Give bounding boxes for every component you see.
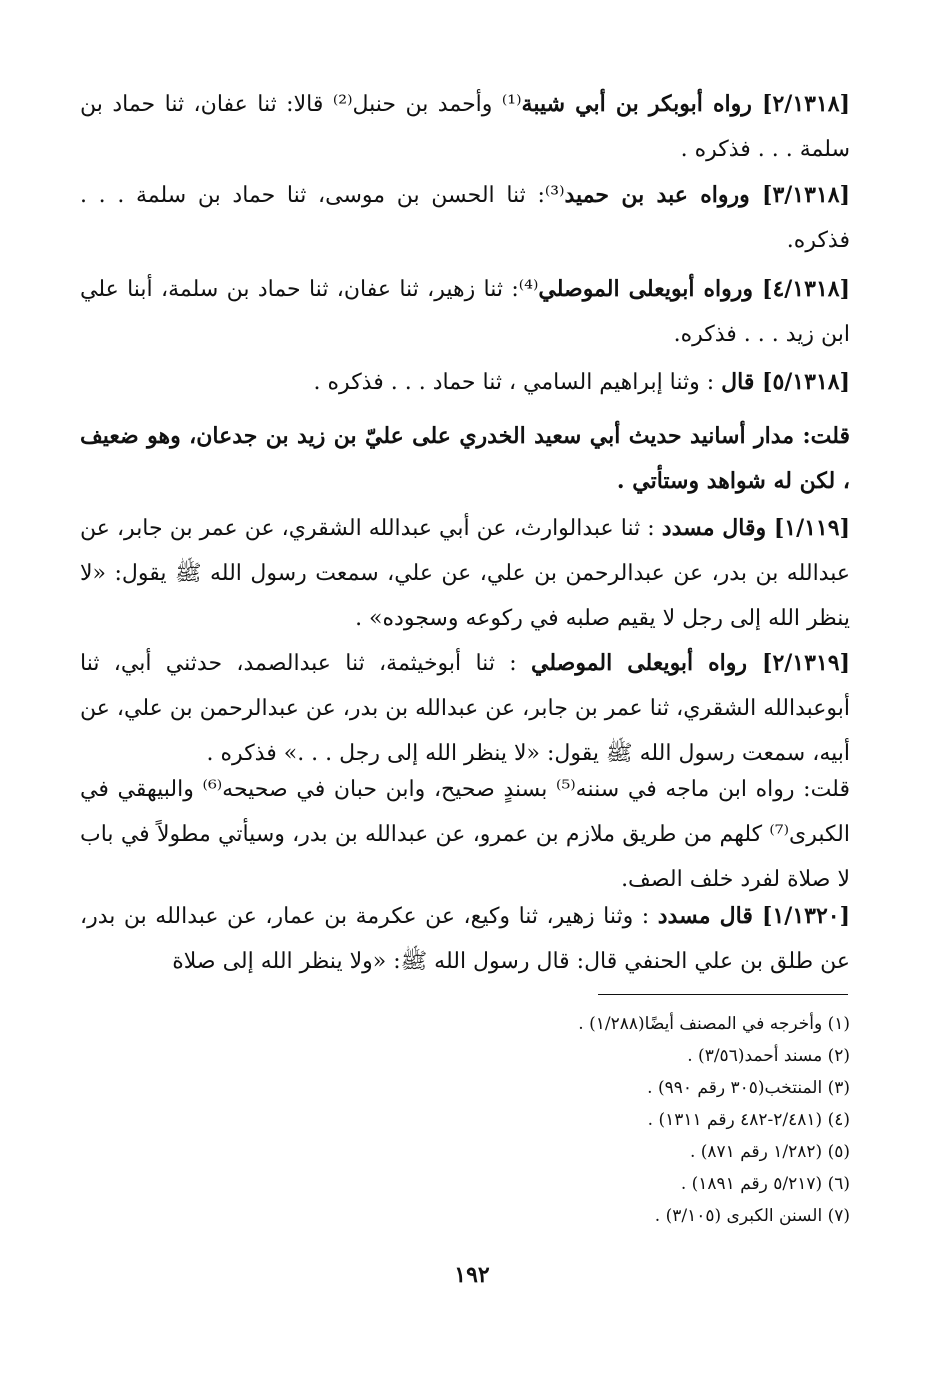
footnote-2: (٢) مسند أحمد(٣/٥٦) . bbox=[687, 1046, 850, 1066]
hadith-lead: [١/١١٩] وقال مسدد bbox=[661, 515, 850, 541]
hadith-lead: [٣/١٣١٨] ورواه عبد بن حميد bbox=[564, 182, 850, 208]
footnote-7: (٧) السنن الكبرى (٣/١٠٥) . bbox=[654, 1206, 850, 1226]
hadith-lead: [١/١٣٢٠] قال مسدد bbox=[657, 903, 851, 929]
paragraph-1318-2 bbox=[80, 82, 850, 172]
hadith-text: : ثنا أبوخيثمة، ثنا عبدالصمد، حدثني أبي، ثنا أبوعبدالله الشقري، ثنا عمر بن جابر، عن عبدالله بن بدر، عن عبدالرحمن بن علي، عن أبيه، سمعت رسول الله ﷺ يقول: «لا ينظر الله إلى رجل . . .» فذكره . bbox=[80, 651, 850, 766]
hadith-text: ⁽¹⁾ وأحمد بن حنبل⁽²⁾ قالا: ثنا عفان، ثنا حماد بن سلمة . . . فذكره . bbox=[80, 92, 850, 162]
paragraph-1318-5 bbox=[80, 360, 850, 405]
hadith-lead: [٢/١٣١٨] رواه أبوبكر بن أبي شيبة bbox=[521, 91, 851, 117]
footnote-4: (٤) (٢/٤٨١-٤٨٢ رقم ١٣١١) . bbox=[647, 1110, 850, 1130]
page-number: ١٩٢ bbox=[454, 1262, 490, 1288]
commentary-text: قلت: مدار أسانيد حديث أبي سعيد الخدري على عليّ بن زيد بن جدعان، وهو ضعيف ، لكن له شواهد وستأتي . bbox=[80, 423, 850, 494]
hadith-lead: [٤/١٣١٨] ورواه أبويعلى الموصلي bbox=[538, 276, 850, 302]
paragraph-1319-2 bbox=[80, 641, 850, 776]
footnote-1: (١) وأخرجه في المصنف أيضًا(١/٢٨٨) . bbox=[578, 1014, 850, 1034]
paragraph-1318-4 bbox=[80, 267, 850, 357]
footnote-divider bbox=[598, 994, 848, 995]
hadith-lead: [٥/١٣١٨] قال bbox=[721, 369, 850, 395]
paragraph-1320-1 bbox=[80, 894, 850, 984]
commentary-paragraph bbox=[80, 767, 850, 902]
commentary-paragraph bbox=[80, 414, 850, 504]
paragraph-1318-3 bbox=[80, 173, 850, 263]
hadith-lead: [٢/١٣١٩] رواه أبويعلى الموصلي bbox=[531, 650, 850, 676]
hadith-text: : وثنا إبراهيم السامي ، ثنا حماد . . . فذكره . bbox=[313, 370, 722, 395]
hadith-text: : وثنا زهير، ثنا وكيع، عن عكرمة بن عمار، عن عبدالله بن بدر، عن طلق بن علي الحنفي قال: قال رسول الله ﷺ: «ولا ينظر الله إلى صلاة bbox=[80, 904, 850, 974]
hadith-text: : ثنا عبدالوارث، عن أبي عبدالله الشقري، عن عمر بن جابر، عن عبدالله بن بدر، عن عبدالرحمن بن علي، عن علي، سمعت رسول الله ﷺ يقول: «لا ينظر الله إلى رجل لا يقيم صلبه في ركوعه وسجوده» . bbox=[80, 516, 850, 631]
footnote-6: (٦) (٥/٢١٧ رقم ١٨٩١) . bbox=[680, 1174, 850, 1194]
paragraph-119-1 bbox=[80, 506, 850, 641]
hadith-text: ⁽⁴⁾: ثنا زهير، ثنا عفان، ثنا حماد بن سلمة، أبنا علي ابن زيد . . . فذكره. bbox=[80, 277, 850, 347]
commentary-text: قلت: رواه ابن ماجه في سننه⁽⁵⁾ بسندٍ صحيح، وابن حبان في صحيحه⁽⁶⁾ والبيهقي في الكبرى⁽⁷⁾ كلهم من طريق ملازم بن عمرو، عن عبدالله بن بدر، وسيأتي مطولاً في باب لا صلاة لفرد خلف الصف. bbox=[80, 777, 850, 892]
footnotes bbox=[380, 1008, 850, 1232]
footnote-5: (٥) (١/٢٨٢ رقم ٨٧١) . bbox=[689, 1142, 850, 1162]
footnote-3: (٣) المنتخب(٣٠٥ رقم ٩٩٠) . bbox=[647, 1078, 850, 1098]
hadith-text: ⁽³⁾: ثنا الحسن بن موسى، ثنا حماد بن سلمة . . . فذكره. bbox=[80, 183, 850, 253]
